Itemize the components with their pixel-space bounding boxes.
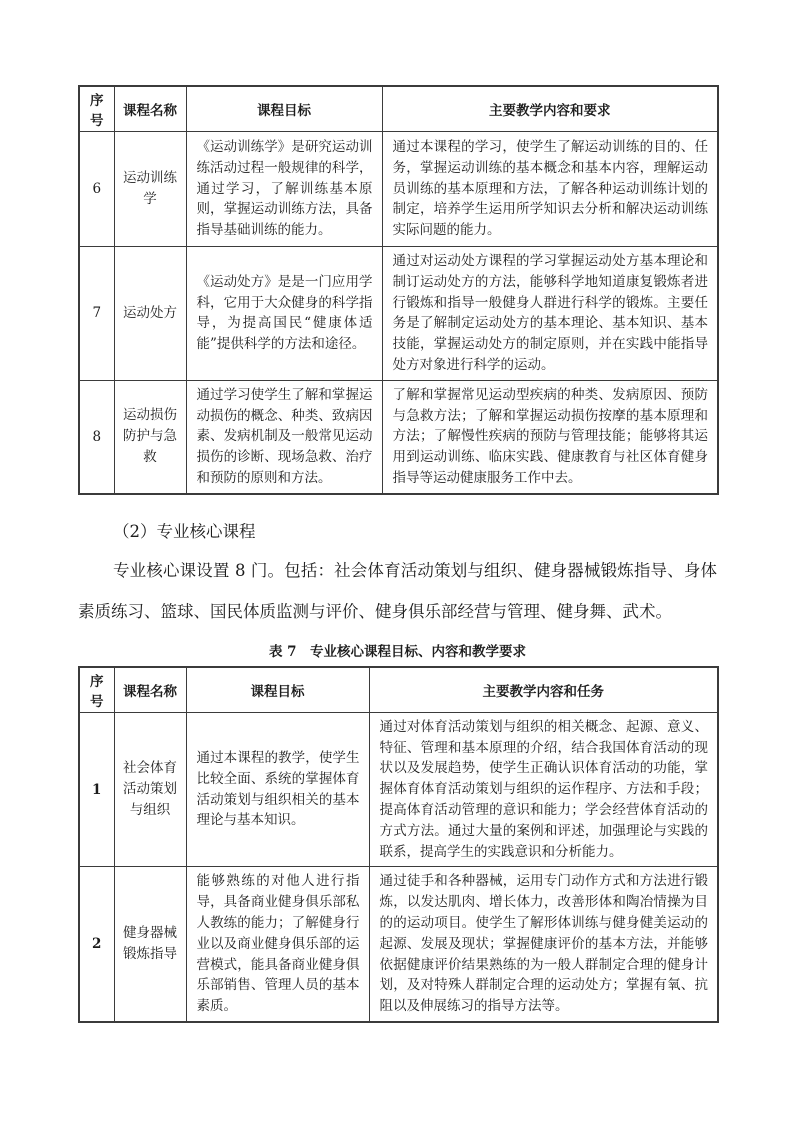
course-content-cell: 通过对运动处方课程的学习掌握运动处方基本理论和制订运动处方的方法，能够科学地知道康复锻炼者进行锻炼和指导一般健身人群进行科学的锻炼。主要任务是了解制定运动处方的基本理论、基本知识、基本技能，掌握运动处方的制定原则，并在实践中能指导处方对象进行科学的运动。 bbox=[382, 247, 718, 381]
table1-header-row bbox=[79, 86, 718, 132]
table1-header-objective: 课程目标 bbox=[186, 86, 382, 132]
course-name-cell: 社会体育活动策划与组织 bbox=[114, 712, 186, 867]
course-name-cell: 运动损伤防护与急救 bbox=[114, 380, 186, 493]
table-row bbox=[79, 247, 718, 381]
table-row bbox=[79, 712, 718, 867]
course-objective-cell: 通过学习使学生了解和掌握运动损伤的概念、种类、致病因素、发病机制及一般常见运动损伤的诊断、现场急救、治疗和预防的原则和方法。 bbox=[186, 380, 382, 493]
row-number-cell: 6 bbox=[79, 132, 114, 247]
row-number-cell: 2 bbox=[79, 867, 114, 1022]
table1-header-number: 序号 bbox=[79, 86, 114, 132]
core-course-table bbox=[78, 666, 719, 1023]
course-objective-cell: 《运动处方》是是一门应用学科，它用于大众健身的科学指导，为提高国民“健康体适能”提供科学的方法和途径。 bbox=[186, 247, 382, 381]
table-row bbox=[79, 380, 718, 493]
course-name-cell: 健身器械锻炼指导 bbox=[114, 867, 186, 1022]
table7-wrapper bbox=[78, 666, 717, 1023]
table-row bbox=[79, 867, 718, 1022]
table-row bbox=[79, 132, 718, 247]
table1-header-course-name: 课程名称 bbox=[114, 86, 186, 132]
row-number-cell: 1 bbox=[79, 712, 114, 867]
course-objective-cell: 《运动训练学》是研究运动训练活动过程一般规律的科学，通过学习，了解训练基本原则，掌握运动训练方法，具备指导基础训练的能力。 bbox=[186, 132, 382, 247]
table2-header-row bbox=[79, 667, 718, 713]
course-content-cell: 了解和掌握常见运动型疾病的种类、发病原因、预防与急救方法；了解和掌握运动损伤按摩的基本原理和方法；了解慢性疾病的预防与管理技能；能够将其运用到运动训练、临床实践、健康教育与社区体育健身指导等运动健康服务工作中去。 bbox=[382, 380, 718, 493]
course-table-requirements bbox=[78, 85, 719, 495]
table2-header-course-name: 课程名称 bbox=[114, 667, 186, 713]
course-content-cell: 通过对体育活动策划与组织的相关概念、起源、意义、特征、管理和基本原理的介绍，结合我国体育活动的现状以及发展趋势，使学生正确认识体育活动的功能，掌握体育体育活动策划与组织的运作程序、方法和手段；提高体育活动管理的意识和能力；学会经营体育活动的方式方法。通过大量的案例和评述，加强理论与实践的联系，提高学生的实践意识和分析能力。 bbox=[369, 712, 718, 867]
table2-header-objective: 课程目标 bbox=[186, 667, 369, 713]
table2-header-number: 序号 bbox=[79, 667, 114, 713]
course-content-cell: 通过徒手和各种器械，运用专门动作方式和方法进行锻炼，以发达肌肉、增长体力，改善形体和陶冶情操为目的的运动项目。使学生了解形体训练与健身健美运动的起源、发展及现状；掌握健康评价的基本方法，并能够依据健康评价结果熟练的为一般人群制定合理的健身计划，及对特殊人群制定合理的运动处方；掌握有氧、抗阻以及伸展练习的指导方法等。 bbox=[369, 867, 718, 1022]
table2-header-content: 主要教学内容和任务 bbox=[369, 667, 718, 713]
table1-header-content: 主要教学内容和要求 bbox=[382, 86, 718, 132]
course-name-cell: 运动训练学 bbox=[114, 132, 186, 247]
section-paragraph: 专业核心课设置 8 门。包括：社会体育活动策划与组织、健身器械锻炼指导、身体素质练习、篮球、国民体质监测与评价、健身俱乐部经营与管理、健身舞、武术。 bbox=[78, 560, 717, 621]
row-number-cell: 7 bbox=[79, 247, 114, 381]
course-objective-cell: 通过本课程的教学，使学生比较全面、系统的掌握体育活动策划与组织相关的基本理论与基本知识。 bbox=[186, 712, 369, 867]
section-heading: （2）专业核心课程 bbox=[113, 521, 256, 541]
course-content-cell: 通过本课程的学习，使学生了解运动训练的目的、任务，掌握运动训练的基本概念和基本内容，理解运动员训练的基本原理和方法，了解各种运动训练计划的制定，培养学生运用所学知识去分析和解决运动训练实际问题的能力。 bbox=[382, 132, 718, 247]
row-number-cell: 8 bbox=[79, 380, 114, 493]
course-name-cell: 运动处方 bbox=[114, 247, 186, 381]
course-objective-cell: 能够熟练的对他人进行指导，具备商业健身俱乐部私人教练的能力；了解健身行业以及商业健身俱乐部的运营模式，能具备商业健身俱乐部销售、管理人员的基本素质。 bbox=[186, 867, 369, 1022]
table7-caption: 表 7 专业核心课程目标、内容和教学要求 bbox=[268, 643, 527, 660]
